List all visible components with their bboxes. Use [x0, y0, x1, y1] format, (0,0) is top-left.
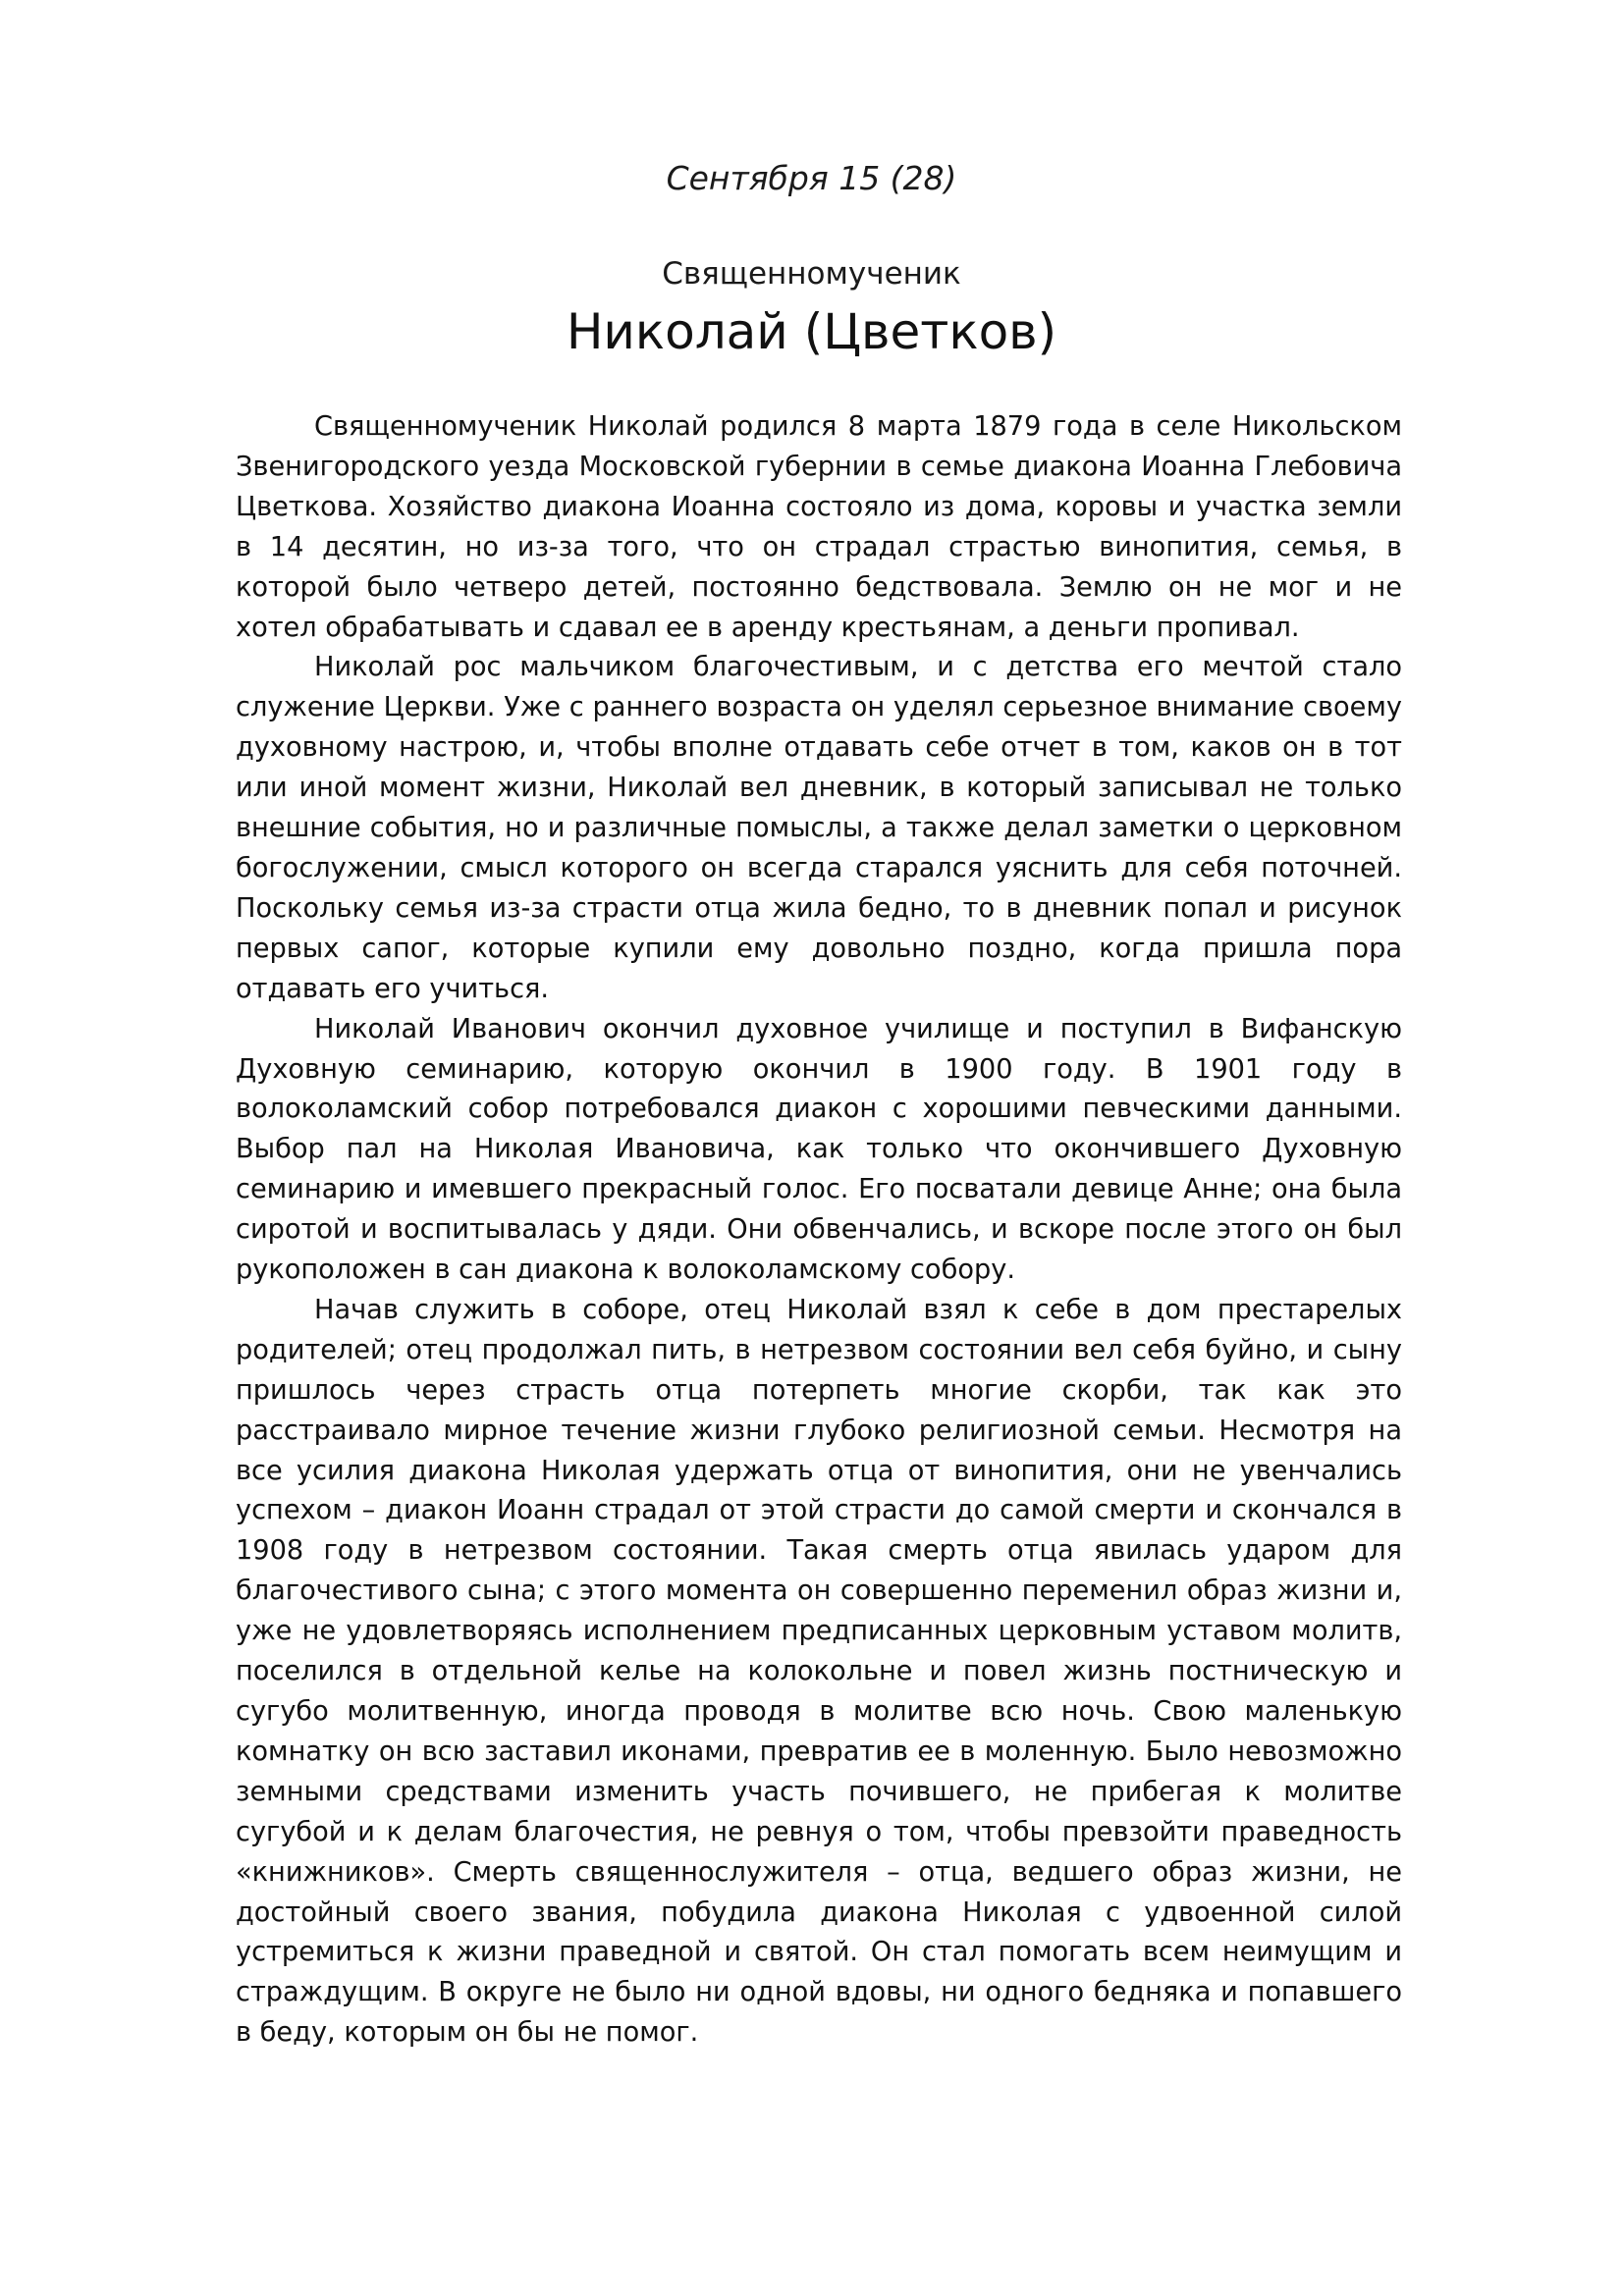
- saint-name: Николай (Цветков): [566, 303, 1057, 360]
- paragraph-4: Начав служить в соборе, отец Николай взял к себе в дом престарелых родителей; отец продолжал пить, в нетрезвом состоянии вел себя буйно, и сыну пришлось через страсть отца потерпеть многие скорби, так как это расстраивало мирное течение жизни глубоко религиозной семьи. Несмотря на все усилия диакона Николая удержать отца от винопития, они не увенчались успехом – диакон Иоанн страдал от этой страсти до самой смерти и скончался в 1908 году в нетрезвом состоянии. Такая смерть отца явилась ударом для благочестивого сына; с этого момента он совершенно переменил образ жизни и, уже не удовлетворяясь исполнением предписанных церковным уставом молитв, поселился в отдельной келье на колокольне и повел жизнь постническую и сугубо молитвенную, иногда проводя в молитве всю ночь. Свою маленькую комнатку он всю заставил иконами, превратив ее в моленную. Было невозможно земными средствами изменить участь почившего, не прибегая к молитве сугубой и к делам благочестия, не ревнуя о том, чтобы превзойти праведность «книжников». Смерть священнослужителя – отца, ведшего образ жизни, не достойный своего звания, побудила диакона Николая с удвоенной силой устремиться к жизни праведной и святой. Он стал помогать всем неимущим и страждущим. В округе не было ни одной вдовы, ни одного бедняка и попавшего в беду, которым он бы не помог.: [236, 1294, 1402, 2049]
- paragraph-2: Николай рос мальчиком благочестивым, и с детства его мечтой стало служение Церкви. Уже с раннего возраста он уделял серьезное внимание своему духовному настрою, и, чтобы вполне отдавать себе отчет в том, каков он в тот или иной момент жизни, Николай вел дневник, в который записывал не только внешние события, но и различные помыслы, а также делал заметки о церковном богослужении, смысл которого он всегда старался уяснить для себя поточней. Поскольку семья из-за страсти отца жила бедно, то в дневник попал и рисунок первых сапог, которые купили ему довольно поздно, когда пришла пора отдавать его учиться.: [236, 652, 1402, 1004]
- saint-rank: Священномученик: [662, 256, 961, 292]
- feast-date: Сентября 15 (28): [666, 159, 957, 197]
- paragraph-1: Священномученик Николай родился 8 марта 1879 года в селе Никольском Звенигородского уезда Московской губернии в семье диакона Иоанна Глебовича Цветкова. Хозяйство диакона Иоанна состояло из дома, коровы и участка земли в 14 десятин, но из-за того, что он страдал страстью винопития, семья, в которой было четверо детей, постоянно бедствовала. Землю он не мог и не хотел обрабатывать и сдавал ее в аренду крестьянам, а деньги пропивал.: [236, 411, 1402, 643]
- body-text: [236, 407, 1402, 2054]
- paragraph-3: Николай Иванович окончил духовное училище и поступил в Вифанскую Духовную семинарию, которую окончил в 1900 году. В 1901 году в волоколамский собор потребовался диакон с хорошими певческими данными. Выбор пал на Николая Ивановича, как только что окончившего Духовную семинарию и имевшего прекрасный голос. Его посватали девице Анне; она была сиротой и воспитывалась у дяди. Они обвенчались, и вскоре после этого он был рукоположен в сан диакона к волоколамскому собору.: [236, 1013, 1402, 1286]
